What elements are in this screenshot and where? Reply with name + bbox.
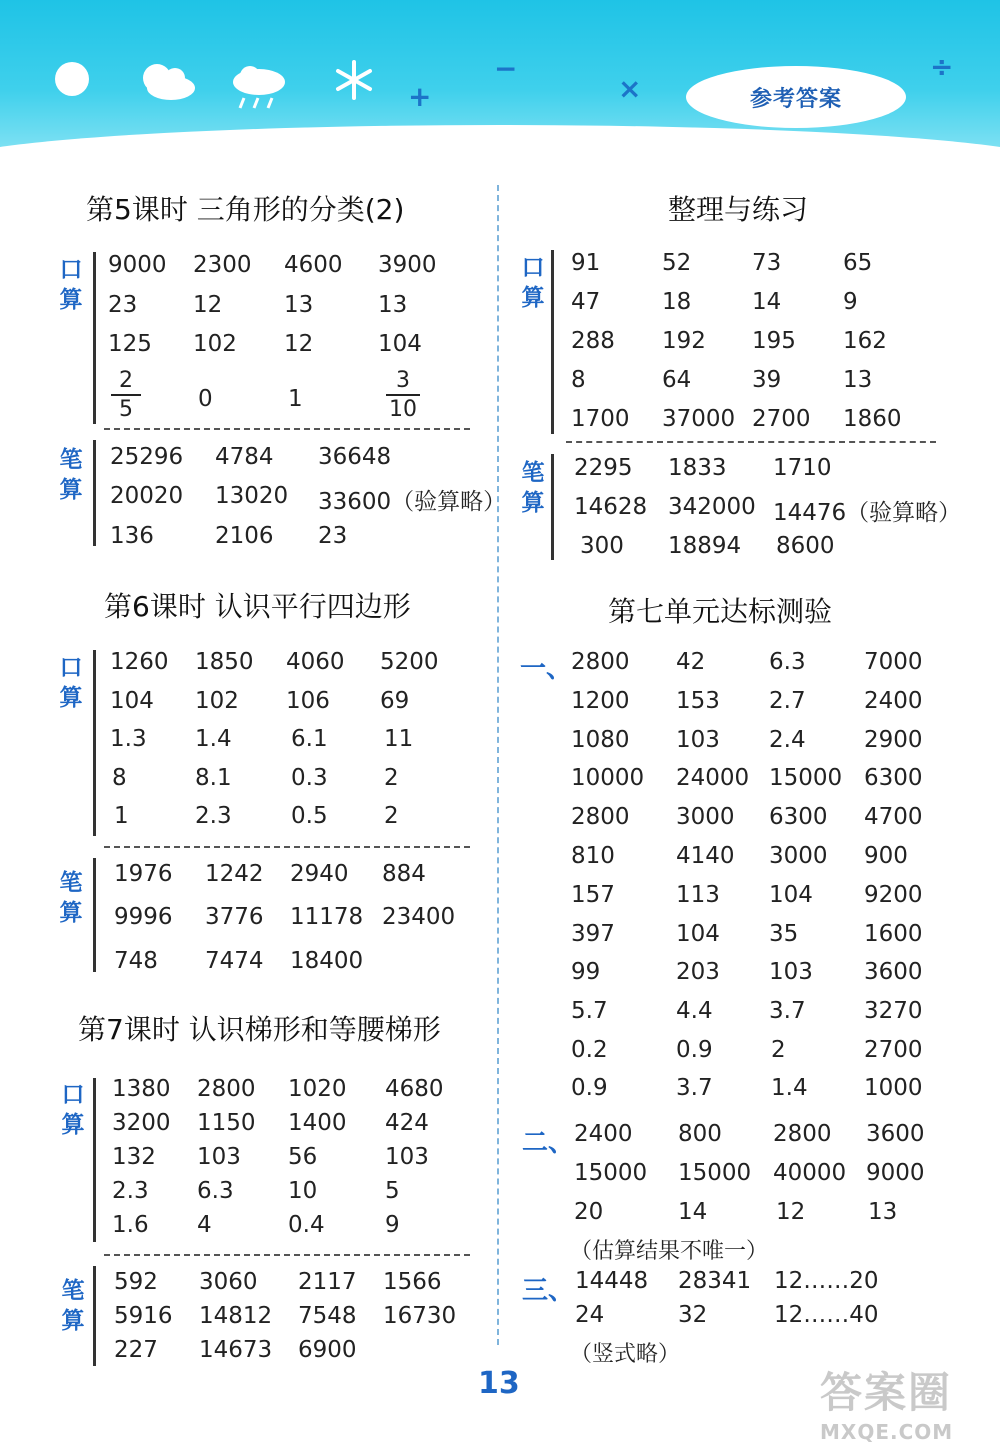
answer: 91: [571, 250, 601, 276]
answer: 9000: [866, 1160, 925, 1186]
answer: 424: [385, 1110, 429, 1136]
answer: 288: [571, 328, 615, 354]
answer: 1.3: [110, 726, 147, 752]
answer: 125: [108, 331, 152, 357]
answer: 28341: [678, 1268, 752, 1294]
kousuan-bracket: [93, 1078, 96, 1242]
answer: 39: [752, 367, 782, 393]
answer: 1710: [773, 455, 832, 481]
answer: 37000: [662, 406, 736, 432]
answer: 1020: [288, 1076, 347, 1102]
fraction: [386, 368, 420, 424]
answer: 2.3: [195, 803, 232, 829]
watermark-main: 答案圈: [820, 1368, 953, 1417]
answer: 2300: [193, 252, 252, 278]
answer: 5.7: [571, 998, 608, 1024]
answer: 1: [114, 803, 129, 829]
answer: 1.4: [195, 726, 232, 752]
answer: 2800: [197, 1076, 256, 1102]
bisuan-bracket: [93, 1266, 96, 1366]
answer: 73: [752, 250, 782, 276]
answer: 4140: [676, 843, 735, 869]
unit-test-title: 第七单元达标测验: [608, 595, 833, 628]
answer: 47: [571, 289, 601, 315]
answer: 3600: [864, 959, 923, 985]
answer: 13: [868, 1199, 898, 1225]
answer: 3270: [864, 998, 923, 1024]
estimate-note: （估算结果不唯一）: [570, 1239, 769, 1264]
answer: 104: [676, 921, 720, 947]
answer: 15000: [678, 1160, 752, 1186]
answer: 8: [112, 765, 127, 791]
answer: 104: [769, 882, 813, 908]
answer: 12……20: [774, 1268, 879, 1294]
answer: 1.6: [112, 1212, 149, 1238]
answer: 1200: [571, 688, 630, 714]
answer: 13: [378, 292, 408, 318]
answer: 40000: [773, 1160, 847, 1186]
answer: 14: [752, 289, 782, 315]
part-one-label: 一、: [520, 654, 573, 684]
answer: 5200: [380, 649, 439, 675]
answer: 102: [195, 688, 239, 714]
answer: 18: [662, 289, 692, 315]
lesson6-title: 第6课时 认识平行四边形: [104, 590, 411, 623]
answer: 69: [380, 688, 410, 714]
part-two-label: 二、: [522, 1128, 575, 1158]
answer: 52: [662, 250, 692, 276]
answer: 4: [197, 1212, 212, 1238]
answer: 2900: [864, 727, 923, 753]
minus-icon: −: [494, 52, 518, 85]
answer: 42: [676, 649, 706, 675]
answer: 6.1: [291, 726, 328, 752]
snowflake-icon: [334, 60, 374, 100]
answer: 20: [574, 1199, 604, 1225]
answer: 2295: [574, 455, 633, 481]
answer: 104: [378, 331, 422, 357]
answer: 24000: [676, 765, 750, 791]
answer: 0.3: [291, 765, 328, 791]
fraction-numerator: 2: [111, 368, 141, 396]
fraction-denominator: 5: [119, 397, 133, 422]
dashed-separator: [566, 441, 936, 443]
answer: 2400: [574, 1121, 633, 1147]
answer: 0.2: [571, 1037, 608, 1063]
lesson7-title: 第7课时 认识梯形和等腰梯形: [78, 1013, 441, 1046]
answer: 20020: [110, 483, 184, 509]
answer: 153: [676, 688, 720, 714]
answer: 12: [193, 292, 223, 318]
answer: 12……40: [774, 1302, 879, 1328]
answer: 25296: [110, 444, 184, 470]
dashed-separator: [104, 1254, 470, 1256]
answer: 1150: [197, 1110, 256, 1136]
answer: 8.1: [195, 765, 232, 791]
answer: 9: [843, 289, 858, 315]
answer: 13: [284, 292, 314, 318]
answer: 800: [678, 1121, 722, 1147]
answer: 16730: [383, 1303, 457, 1329]
answer: 14: [678, 1199, 708, 1225]
answer: 192: [662, 328, 706, 354]
answer: 1380: [112, 1076, 171, 1102]
answer: 18400: [290, 948, 364, 974]
answer: 0.5: [291, 803, 328, 829]
answer: 6300: [769, 804, 828, 830]
answer: 15000: [769, 765, 843, 791]
answer: 7000: [864, 649, 923, 675]
answer: 106: [286, 688, 330, 714]
answer: 11178: [290, 904, 364, 930]
answer: 64: [662, 367, 692, 393]
answer: 136: [110, 523, 154, 549]
answer: 103: [769, 959, 813, 985]
answer: 65: [843, 250, 873, 276]
answer: 99: [571, 959, 601, 985]
answer: 810: [571, 843, 615, 869]
answer: 23: [318, 523, 348, 549]
answer: 2.7: [769, 688, 806, 714]
answer: 103: [676, 727, 720, 753]
fraction-denominator: 10: [389, 397, 417, 422]
answer: 10: [288, 1178, 318, 1204]
sun-icon: [55, 62, 89, 96]
answer: 4784: [215, 444, 274, 470]
kousuan-bracket: [93, 252, 96, 424]
answer: 4680: [385, 1076, 444, 1102]
divide-icon: ÷: [930, 50, 954, 83]
answer: 1700: [571, 406, 630, 432]
answer: 8600: [776, 533, 835, 559]
answer: 203: [676, 959, 720, 985]
answer: 113: [676, 882, 720, 908]
answer: 2.3: [112, 1178, 149, 1204]
bisuan-label: 笔算: [521, 460, 545, 516]
kousuan-bracket: [551, 250, 554, 434]
plus-icon: +: [408, 80, 432, 113]
answer: 157: [571, 882, 615, 908]
answer: 9: [385, 1212, 400, 1238]
bisuan-label: 笔算: [59, 870, 83, 926]
answer: 14448: [575, 1268, 649, 1294]
answer: 1080: [571, 727, 630, 753]
multiply-icon: ×: [618, 72, 642, 105]
answer: 15000: [574, 1160, 648, 1186]
answer: 227: [114, 1337, 158, 1363]
kousuan-label: 口算: [61, 1082, 85, 1138]
answer: 3.7: [676, 1075, 713, 1101]
answer: 2800: [773, 1121, 832, 1147]
answer: 6.3: [769, 649, 806, 675]
answer: 6.3: [197, 1178, 234, 1204]
answer: 195: [752, 328, 796, 354]
column-divider: [497, 185, 499, 1345]
answer: 2117: [298, 1269, 357, 1295]
answer: 6300: [864, 765, 923, 791]
answer: 2.4: [769, 727, 806, 753]
kousuan-label: 口算: [59, 655, 83, 711]
answer: 3600: [866, 1121, 925, 1147]
answer: 3900: [378, 252, 437, 278]
answer: 132: [112, 1144, 156, 1170]
answer: 1.4: [771, 1075, 808, 1101]
answer: 14673: [199, 1337, 273, 1363]
answer: 11: [384, 726, 414, 752]
review-title: 整理与练习: [668, 193, 809, 226]
vertical-calc-note: （竖式略）: [570, 1342, 681, 1367]
answer: 2700: [752, 406, 811, 432]
answer: 4600: [284, 252, 343, 278]
page-number: 13: [478, 1366, 520, 1401]
answer: 2: [384, 765, 399, 791]
answer: 162: [843, 328, 887, 354]
answer-badge: [686, 66, 906, 128]
answer: 592: [114, 1269, 158, 1295]
watermark-logo: [820, 1360, 990, 1444]
answer: 0: [198, 386, 213, 412]
answer: 3000: [676, 804, 735, 830]
answer: 1860: [843, 406, 902, 432]
answer: 3.7: [769, 998, 806, 1024]
answer: 748: [114, 948, 158, 974]
answer: 4060: [286, 649, 345, 675]
partly-cloudy-icon: [135, 58, 197, 102]
bisuan-bracket: [551, 454, 554, 560]
answer: 3060: [199, 1269, 258, 1295]
dashed-separator: [104, 846, 470, 848]
kousuan-bracket: [93, 650, 96, 836]
part-three-label: 三、: [522, 1276, 575, 1306]
answer: 13020: [215, 483, 289, 509]
answer: 1260: [110, 649, 169, 675]
answer: 1600: [864, 921, 923, 947]
answer: 9996: [114, 904, 173, 930]
answer-badge-label: 参考答案: [749, 86, 842, 112]
bisuan-label: 笔算: [61, 1278, 85, 1334]
answer: 9000: [108, 252, 167, 278]
watermark-site: MXQE.COM: [820, 1420, 954, 1444]
bisuan-bracket: [93, 858, 96, 972]
answer: 32: [678, 1302, 708, 1328]
answer: 35: [769, 921, 799, 947]
answer: 33600（验算略）: [318, 489, 507, 515]
answer: 9200: [864, 882, 923, 908]
answer: 23400: [382, 904, 456, 930]
answer: 14628: [574, 494, 648, 520]
kousuan-label: 口算: [521, 255, 545, 311]
answer: 0.4: [288, 1212, 325, 1238]
lesson5-title: 第5课时 三角形的分类(2): [86, 193, 405, 226]
answer: 1833: [668, 455, 727, 481]
bisuan-bracket: [93, 440, 96, 546]
answer: 2700: [864, 1037, 923, 1063]
fraction-numerator: 3: [386, 368, 420, 396]
answer: 24: [575, 1302, 605, 1328]
answer: 13: [843, 367, 873, 393]
answer: 14476（验算略）: [773, 500, 962, 526]
answer: 12: [284, 331, 314, 357]
answer: 3200: [112, 1110, 171, 1136]
answer: 1000: [864, 1075, 923, 1101]
answer: 342000: [668, 494, 756, 520]
answer: 10000: [571, 765, 645, 791]
answer: 2400: [864, 688, 923, 714]
answer: 5: [385, 1178, 400, 1204]
answer: 18894: [668, 533, 742, 559]
answer: 23: [108, 292, 138, 318]
answer: 36648: [318, 444, 392, 470]
answer: 2106: [215, 523, 274, 549]
answer: 2: [384, 803, 399, 829]
answer: 103: [385, 1144, 429, 1170]
answer: 14812: [199, 1303, 273, 1329]
answer: 884: [382, 861, 426, 887]
answer: 397: [571, 921, 615, 947]
answer: 1400: [288, 1110, 347, 1136]
answer: 1242: [205, 861, 264, 887]
answer: 300: [580, 533, 624, 559]
answer: 7474: [205, 948, 264, 974]
answer: 2940: [290, 861, 349, 887]
answer: 7548: [298, 1303, 357, 1329]
answer: 6900: [298, 1337, 357, 1363]
answer: 2: [771, 1037, 786, 1063]
answer: 1850: [195, 649, 254, 675]
answer: 4.4: [676, 998, 713, 1024]
answer: 0.9: [676, 1037, 713, 1063]
answer: 56: [288, 1144, 318, 1170]
answer: 1976: [114, 861, 173, 887]
answer: 102: [193, 331, 237, 357]
answer: 103: [197, 1144, 241, 1170]
answer: 2800: [571, 804, 630, 830]
answer: 104: [110, 688, 154, 714]
answer: 3776: [205, 904, 264, 930]
answer: 2800: [571, 649, 630, 675]
answer: 8: [571, 367, 586, 393]
answer: 1566: [383, 1269, 442, 1295]
kousuan-label: 口算: [59, 257, 83, 313]
answer: 12: [776, 1199, 806, 1225]
answer: 0.9: [571, 1075, 608, 1101]
dashed-separator: [104, 428, 470, 430]
answer: 1: [288, 386, 303, 412]
fraction: [111, 368, 141, 424]
answer: 900: [864, 843, 908, 869]
bisuan-label: 笔算: [59, 447, 83, 503]
answer: 3000: [769, 843, 828, 869]
answer: 4700: [864, 804, 923, 830]
rain-cloud-icon: [228, 64, 290, 112]
answer: 5916: [114, 1303, 173, 1329]
